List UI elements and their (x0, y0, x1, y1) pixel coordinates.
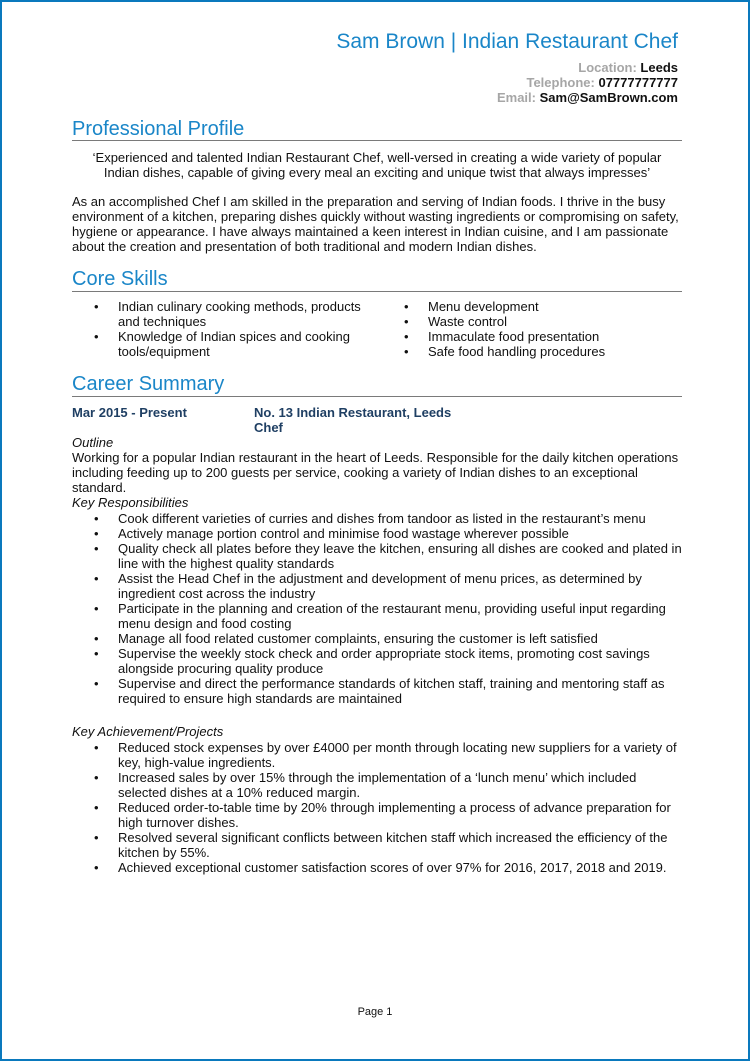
telephone-value: 07777777777 (598, 75, 678, 90)
skill-item: • Menu development (382, 299, 682, 314)
responsibility-item: • Supervise the weekly stock check and order appropriate stock items, promoting cost savings alongside procuring quality produce (72, 646, 682, 676)
skill-item: • Waste control (382, 314, 682, 329)
skill-item: • Knowledge of Indian spices and cooking tools/equipment (72, 329, 362, 359)
skills-right-list (382, 299, 682, 359)
skills-divider (72, 291, 682, 292)
job-date: Mar 2015 - Present (72, 405, 187, 420)
profile-divider (72, 140, 682, 141)
responsibilities-label: Key Responsibilities (72, 495, 189, 510)
outline-label: Outline (72, 435, 114, 450)
responsibility-item: • Supervise and direct the performance standards of kitchen staff, training and mentoring staff as required to ensure high standards are maintained (72, 676, 682, 706)
responsibility-item: • Actively manage portion control and minimise food wastage wherever possible (72, 526, 682, 541)
location-value: Leeds (640, 60, 678, 75)
telephone-line (526, 75, 678, 90)
outline-text: Working for a popular Indian restaurant in the heart of Leeds. Responsible for the daily kitchen operations including feeding up to 200 guests per service, cooking a variety of Indian dishes to an exceptional standard. (72, 450, 679, 495)
responsibility-item: • Cook different varieties of curries and dishes from tandoor as listed in the restaurant’s menu (72, 511, 682, 526)
skill-item: • Immaculate food presentation (382, 329, 682, 344)
skill-item: • Safe food handling procedures (382, 344, 682, 359)
telephone-label: Telephone: (526, 75, 595, 90)
achievement-item: • Resolved several significant conflicts between kitchen staff which increased the efficiency of the kitchen by 55%. (72, 830, 682, 860)
responsibility-item: • Participate in the planning and creation of the restaurant menu, providing useful input regarding menu design and food costing (72, 601, 682, 631)
skills-left-list (72, 299, 362, 359)
email-value: Sam@SamBrown.com (539, 90, 678, 105)
location-label: Location: (578, 60, 637, 75)
responsibilities-list (72, 511, 682, 706)
profile-quote: ‘Experienced and talented Indian Restaurant Chef, well-versed in creating a wide variety of popular Indian dishes, capable of giving every meal an exciting and unique twist that always impresses’ (92, 150, 662, 180)
skill-item: • Indian culinary cooking methods, products and techniques (72, 299, 362, 329)
career-heading: Career Summary (72, 373, 225, 395)
resume-name-title: Sam Brown | Indian Restaurant Chef (336, 30, 678, 53)
achievement-item: • Reduced stock expenses by over £4000 per month through locating new suppliers for a variety of key, high-value ingredients. (72, 740, 682, 770)
achievements-list (72, 740, 682, 875)
profile-paragraph: As an accomplished Chef I am skilled in the preparation and serving of Indian foods. I thrive in the busy environment of a kitchen, preparing dishes quickly without wasting ingredients or compromising on safety, hygiene or appearance. I have always maintained a keen interest in Indian cuisine, and I am passionate about the creation and presentation of both traditional and modern Indian dishes. (72, 194, 679, 254)
job-employer: No. 13 Indian Restaurant, Leeds (254, 405, 452, 420)
page-number: Page 1 (357, 1006, 393, 1018)
email-line (497, 90, 678, 105)
location-line (578, 60, 678, 75)
achievement-item: • Increased sales by over 15% through the implementation of a ‘lunch menu’ which included selected dishes at a 10% reduced margin. (72, 770, 682, 800)
resume-page (2, 2, 748, 1059)
responsibility-item: • Manage all food related customer complaints, ensuring the customer is left satisfied (72, 631, 682, 646)
job-role: Chef (254, 420, 283, 435)
responsibility-item: • Quality check all plates before they leave the kitchen, ensuring all dishes are cooked and plated in line with the highest quality standards (72, 541, 682, 571)
responsibility-item: • Assist the Head Chef in the adjustment and development of menu prices, as determined by ingredient cost across the industry (72, 571, 682, 601)
email-label: Email: (496, 90, 536, 105)
achievements-label: Key Achievement/Projects (72, 724, 224, 739)
achievement-item: • Reduced order-to-table time by 20% through implementing a process of advance preparation for high turnover dishes. (72, 800, 682, 830)
profile-heading: Professional Profile (72, 118, 245, 140)
career-divider (72, 396, 682, 397)
achievement-item: • Achieved exceptional customer satisfaction scores of over 97% for 2016, 2017, 2018 and 2019. (72, 860, 682, 875)
skills-heading: Core Skills (72, 268, 168, 290)
